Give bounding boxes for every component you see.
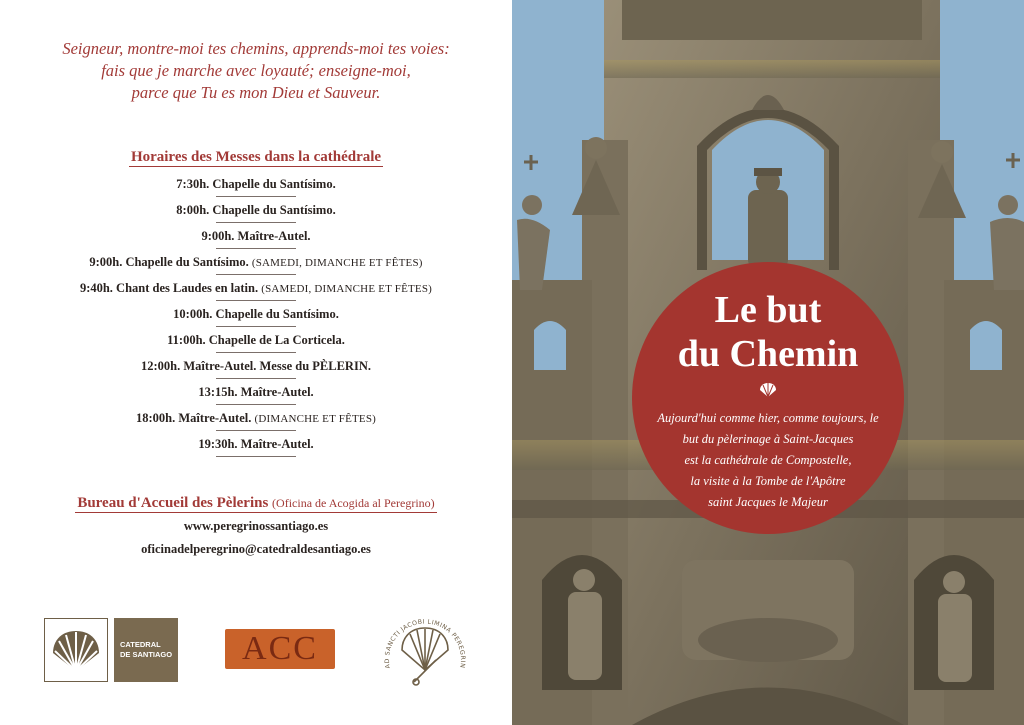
circle-text-line: but du pèlerinage à Saint-Jacques [682,432,854,446]
mass-note: (SAMEDI, DIMANCHE ET FÊTES) [251,257,423,269]
mass-item [0,332,512,358]
mass-item [0,306,512,332]
mass-time: 19:30h. Maître-Autel. [198,437,314,451]
prayer-line: Seigneur, montre-moi tes chemins, apprends-moi tes voies: [62,39,450,58]
masses-heading [0,149,512,166]
mass-item [0,176,512,202]
bureau-subtitle: (Oficina de Acogida al Peregrino) [272,496,435,510]
mass-time: 11:00h. Chapelle de La Corticela. [167,333,345,347]
mass-time: 8:00h. Chapelle du Santísimo. [176,203,336,217]
mass-time: 7:30h. Chapelle du Santísimo. [176,177,336,191]
mass-item [0,202,512,228]
mass-note: (SAMEDI, DIMANCHE ET FÊTES) [261,283,433,295]
circle-description [640,408,896,513]
scallop-shell-icon [758,380,778,400]
bureau-title: Bureau d'Accueil des Pèlerins [77,495,269,511]
prayer-line: parce que Tu es mon Dieu et Sauveur. [131,83,381,102]
scallop-shell-icon [44,618,108,682]
mass-item [0,384,512,410]
mass-time: 9:00h. Chapelle du Santísimo. [89,255,249,269]
mass-time: 13:15h. Maître-Autel. [198,385,314,399]
catedral-logo [44,618,178,682]
acc-logo-text: ACC [242,630,318,667]
acc-logo [225,629,335,669]
mass-item [0,358,512,384]
mass-schedule-list [0,176,512,462]
circle-title [632,288,904,376]
mass-item [0,280,512,306]
seal-text: AD SANCTI JACOBI LIMINA PEREGRIN [383,618,467,669]
mass-item [0,410,512,436]
pilgrim-seal-logo [380,610,470,690]
prayer-line: fais que je marche avec loyauté; enseigne-moi, [101,61,411,80]
mass-time: 9:00h. Maître-Autel. [201,229,311,243]
circle-text-line: saint Jacques le Majeur [708,495,828,509]
masses-title: Horaires des Messes dans la cathédrale [130,149,382,165]
circle-text-line: Aujourd'hui comme hier, comme toujours, le [657,411,879,425]
circle-title-line: du Chemin [677,333,859,375]
mass-time: 9:40h. Chant des Laudes en latin. [79,281,259,295]
bureau-heading [0,495,512,512]
catedral-line: DE SANTIAGO [120,650,173,659]
bureau-website[interactable]: www.peregrinossantiago.es [183,519,329,533]
mass-note: (DIMANCHE ET FÊTES) [254,413,377,425]
mass-time: 12:00h. Maître-Autel. Messe du PÈLERIN. [141,359,371,373]
circle-text-line: est la cathédrale de Compostelle, [684,453,852,467]
mass-item [0,254,512,280]
mass-item [0,436,512,462]
circle-title-line: Le but [714,289,822,331]
prayer-quote [20,38,492,104]
bureau-email[interactable]: oficinadelperegrino@catedraldesantiago.es [141,542,371,556]
catedral-text [114,618,178,682]
mass-item [0,228,512,254]
mass-time: 10:00h. Chapelle du Santísimo. [173,307,339,321]
catedral-line: CATEDRAL [120,640,161,649]
mass-time: 18:00h. Maître-Autel. [135,411,252,425]
circle-text-line: la visite à la Tombe de l'Apôtre [690,474,846,488]
